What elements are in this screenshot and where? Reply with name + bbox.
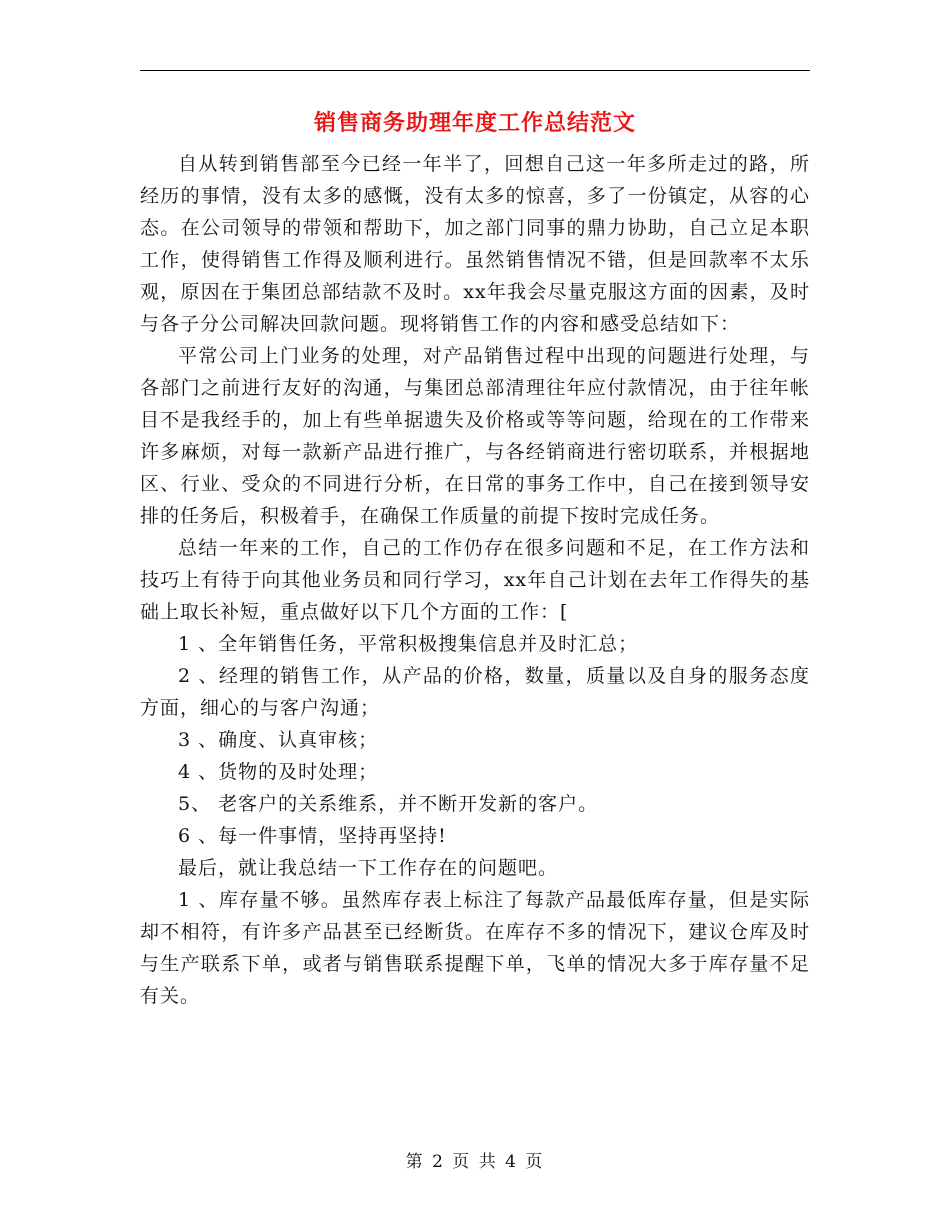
list-item-plan-3: 3 、确度、认真审核； xyxy=(178,729,379,751)
list-item-plan-4: 4 、货物的及时处理； xyxy=(178,761,379,783)
list-item-plan-2: 2 、经理的销售工作，从产品的价格，数量，质量以及自身的服务态度方面，细心的与客户沟通； xyxy=(140,665,810,719)
paragraph-summary-plan: 总结一年来的工作，自己的工作仍存在很多问题和不足，在工作方法和技巧上有待于向其他业务员和同行学习，xx年自己计划在去年工作得失的基础上取长补短，重点做好以下几个方面的工作：[ xyxy=(140,537,810,623)
list-item-plan-5: 5、 老客户的关系维系，并不断开发新的客户。 xyxy=(178,793,599,815)
page-number-footer: 第 2 页 共 4 页 xyxy=(405,1152,545,1172)
list-item-plan-1: 1 、全年销售任务，平常积极搜集信息并及时汇总； xyxy=(178,633,639,655)
paragraph-intro: 自从转到销售部至今已经一年半了，回想自己这一年多所走过的路，所经历的事情，没有太多的感慨，没有太多的惊喜，多了一份镇定，从容的心态。在公司领导的带领和帮助下，加之部门同事的鼎力协助，自己立足本职工作，使得销售工作得及顺利进行。虽然销售情况不错，但是回款率不太乐观，原因在于集团总部结款不及时。xx年我会尽量克服这方面的因素，及时与各子分公司解决回款问题。现将销售工作的内容和感受总结如下： xyxy=(140,153,810,335)
document-body xyxy=(140,148,810,1012)
paragraph-problems-intro: 最后，就让我总结一下工作存在的问题吧。 xyxy=(178,857,559,879)
list-item-problem-1: 1 、库存量不够。虽然库存表上标注了每款产品最低库存量，但是实际却不相符，有许多产品甚至已经断货。在库存不多的情况下，建议仓库及时与生产联系下单，或者与销售联系提醒下单，飞单的情况大多于库存量不足有关。 xyxy=(140,889,810,1007)
document-title: 销售商务助理年度工作总结范文 xyxy=(313,111,636,136)
list-item-plan-6: 6 、每一件事情，坚持再坚持! xyxy=(178,825,447,847)
header-rule xyxy=(140,70,810,71)
paragraph-daily-work: 平常公司上门业务的处理，对产品销售过程中出现的问题进行处理，与各部门之前进行友好的沟通，与集团总部清理往年应付款情况，由于往年帐目不是我经手的，加上有些单据遗失及价格或等等问题，给现在的工作带来许多麻烦，对每一款新产品进行推广，与各经销商进行密切联系，并根据地区、行业、受众的不同进行分析，在日常的事务工作中，自己在接到领导安排的任务后，积极着手，在确保工作质量的前提下按时完成任务。 xyxy=(140,345,810,527)
